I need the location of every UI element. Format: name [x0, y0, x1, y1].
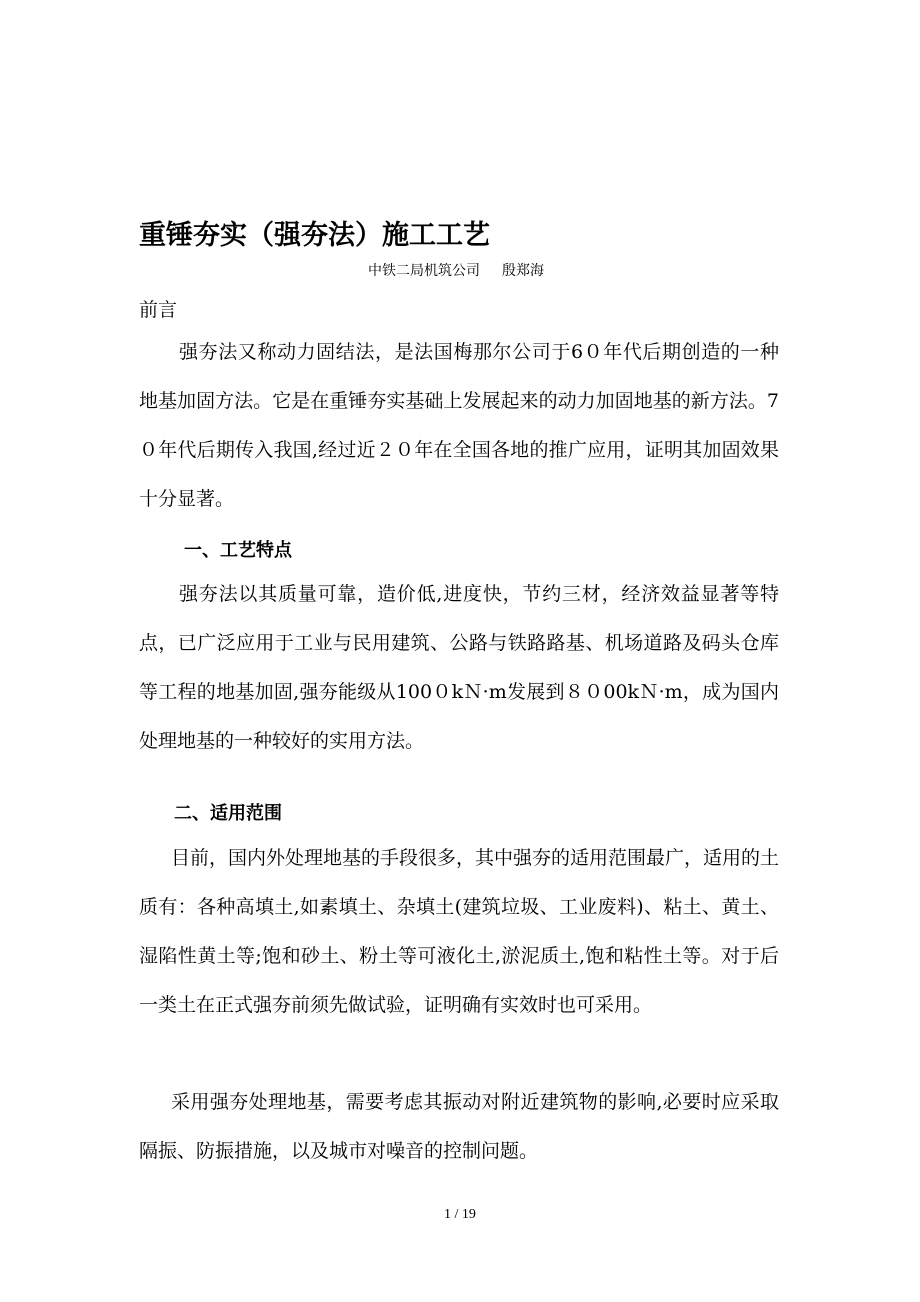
- author-line: [368, 260, 544, 280]
- section-2-paragraph-2: 采用强夯处理地基，需要考虑其振动对附近建筑物的影响,必要时应采取隔振、防振措施，以及城市对噪音的控制问题。: [139, 1091, 779, 1162]
- section-1-heading: 一、工艺特点: [184, 540, 292, 561]
- page-number: 1 / 19: [444, 1207, 476, 1222]
- preface-paragraph: 强夯法又称动力固结法，是法国梅那尔公司于6０年代后期创造的一种地基加固方法。它是在重锤夯实基础上发展起来的动力加固地基的新方法。7０年代后期传入我国,经过近２０年在全国各地的推广应用，证明其加固效果十分显著。: [139, 341, 779, 510]
- section-2-heading: 二、适用范围: [174, 803, 282, 824]
- section-1-paragraph: 强夯法以其质量可靠，造价低,进度快，节约三材，经济效益显著等特点，已广泛应用于工业与民用建筑、公路与铁路路基、机场道路及码头仓库等工程的地基加固,强夯能级从100０kＮ·m发展到８０00kＮ·m，成为国内处理地基的一种较好的实用方法。: [139, 583, 779, 752]
- section-2-paragraph-1: 目前，国内外处理地基的手段很多，其中强夯的适用范围最广，适用的土质有：各种高填土,如素填土、杂填土(建筑垃圾、工业废料)、粘土、黄土、湿陷性黄土等;饱和砂土、粉土等可液化土,淤泥质土,饱和粘性土等。对于后一类土在正式强夯前须先做试验，证明确有实效时也可采用。: [139, 847, 780, 1016]
- preface-heading: 前言: [139, 299, 178, 321]
- document-title: 重锤夯实（强夯法）施工工艺: [139, 220, 490, 251]
- author-name: 殷郑海: [502, 263, 544, 279]
- author-organization: 中铁二局机筑公司: [368, 263, 480, 279]
